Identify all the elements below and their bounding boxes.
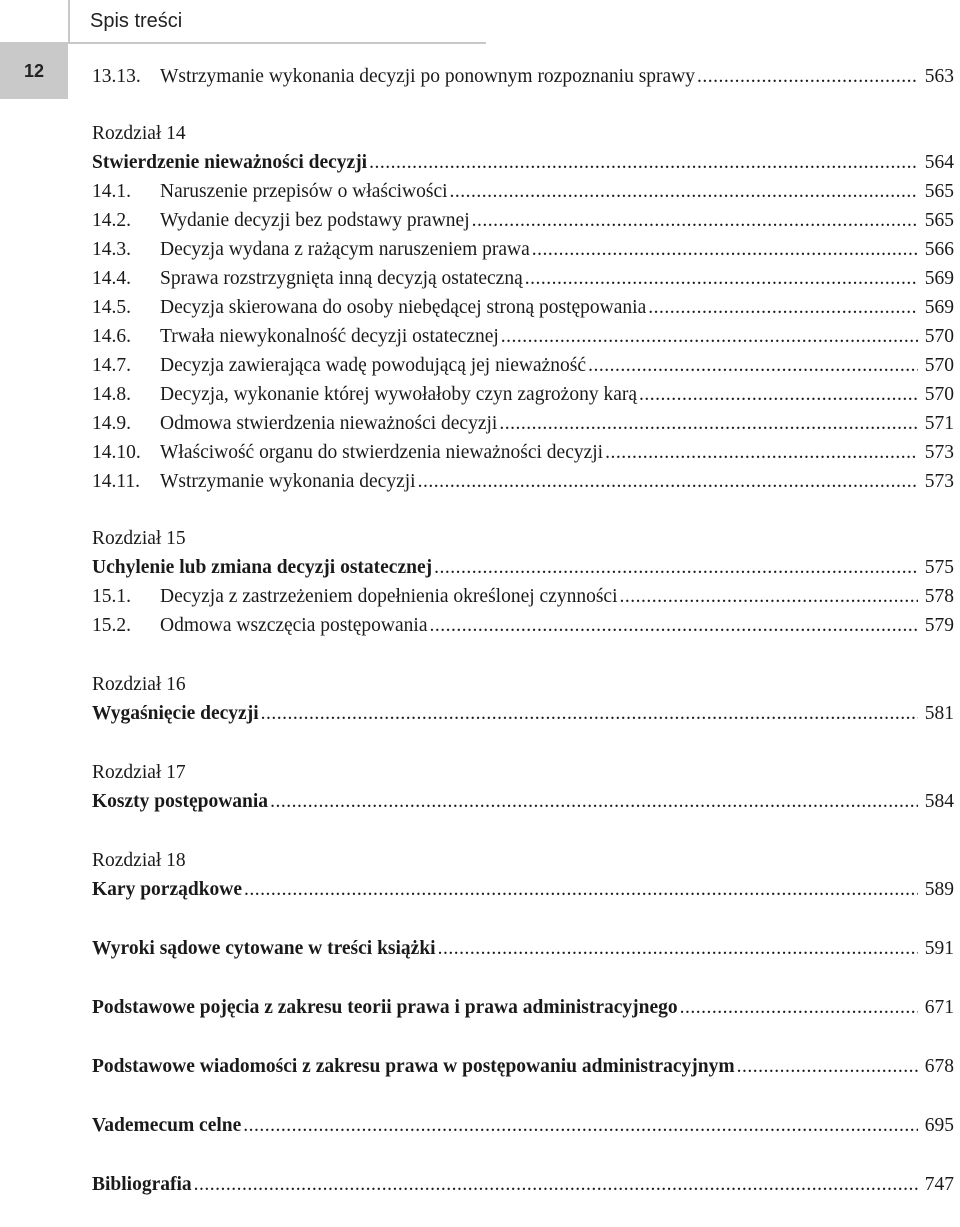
- leader-dots: [605, 442, 918, 464]
- toc-entry[interactable]: [92, 326, 954, 355]
- toc-entry[interactable]: [92, 586, 954, 615]
- appendix-title: Vademecum celne: [92, 1115, 242, 1136]
- entry-page: 695: [924, 1115, 954, 1136]
- entry-page: 564: [924, 152, 954, 173]
- leader-dots: [450, 181, 918, 203]
- entry-page: 570: [924, 326, 954, 347]
- entry-number: 14.5.: [92, 297, 131, 318]
- chapter-title-entry[interactable]: [92, 791, 954, 820]
- chapter-title-entry[interactable]: [92, 703, 954, 732]
- entry-number: 14.4.: [92, 268, 131, 289]
- entry-label: Właściwość organu do stwierdzenia nieważności decyzji: [160, 442, 604, 463]
- entry-page: 573: [924, 471, 954, 492]
- appendix-entry[interactable]: [92, 1174, 954, 1203]
- toc-entry[interactable]: [92, 268, 954, 297]
- toc-entry[interactable]: [92, 239, 954, 268]
- entry-page: 671: [924, 997, 954, 1018]
- entry-label: Sprawa rozstrzygnięta inną decyzją ostateczną: [160, 268, 523, 289]
- entry-label: Odmowa wszczęcia postępowania: [160, 615, 428, 636]
- entry-page: 575: [924, 557, 954, 578]
- chapter-title: Koszty postępowania: [92, 791, 269, 812]
- chapter-title: Uchylenie lub zmiana decyzji ostatecznej: [92, 557, 433, 578]
- entry-page: 570: [924, 384, 954, 405]
- chapter-title-entry[interactable]: [92, 557, 954, 586]
- entry-label: Odmowa stwierdzenia nieważności decyzji: [160, 413, 498, 434]
- entry-page: 579: [924, 615, 954, 636]
- entry-page: 747: [924, 1174, 954, 1195]
- entry-label: Decyzja zawierająca wadę powodującą jej nieważność: [160, 355, 587, 376]
- toc-entry[interactable]: [92, 413, 954, 442]
- chapter-title-entry[interactable]: [92, 879, 954, 908]
- leader-dots: [434, 557, 918, 579]
- chapter-heading: Rozdział 16: [92, 674, 186, 695]
- toc-entry[interactable]: [92, 66, 954, 95]
- entry-page: 565: [924, 181, 954, 202]
- toc-entry[interactable]: [92, 471, 954, 500]
- entry-label: Wydanie decyzji bez podstawy prawnej: [160, 210, 470, 231]
- entry-number: 14.6.: [92, 326, 131, 347]
- leader-dots: [429, 615, 918, 637]
- entry-page: 584: [924, 791, 954, 812]
- running-header: [0, 0, 486, 44]
- entry-number: 14.1.: [92, 181, 131, 202]
- leader-dots: [639, 384, 918, 406]
- leader-dots: [194, 1174, 918, 1196]
- appendix-entry[interactable]: [92, 1115, 954, 1144]
- entry-label: Wstrzymanie wykonania decyzji: [160, 471, 416, 492]
- running-title: Spis treści: [90, 10, 183, 32]
- leader-dots: [648, 297, 918, 319]
- appendix-title: Podstawowe pojęcia z zakresu teorii prawa i prawa administracyjnego: [92, 997, 678, 1018]
- leader-dots: [737, 1056, 918, 1078]
- entry-label: Decyzja wydana z rażącym naruszeniem prawa: [160, 239, 530, 260]
- entry-number: 14.10.: [92, 442, 141, 463]
- entry-label: Naruszenie przepisów o właściwości: [160, 181, 448, 202]
- entry-number: 14.3.: [92, 239, 131, 260]
- entry-number: 15.1.: [92, 586, 131, 607]
- entry-page: 591: [924, 938, 954, 959]
- page-number-tab: [0, 43, 68, 99]
- page-number: 12: [23, 60, 45, 81]
- entry-page: 578: [924, 586, 954, 607]
- header-divider: [68, 0, 70, 42]
- toc-entry[interactable]: [92, 210, 954, 239]
- entry-label: Decyzja z zastrzeżeniem dopełnienia określonej czynności: [160, 586, 618, 607]
- chapter-heading: Rozdział 17: [92, 762, 186, 783]
- entry-number: 14.7.: [92, 355, 131, 376]
- leader-dots: [499, 413, 918, 435]
- entry-label: Wstrzymanie wykonania decyzji po ponownym rozpoznaniu sprawy: [160, 66, 696, 87]
- entry-page: 570: [924, 355, 954, 376]
- chapter-heading: Rozdział 14: [92, 123, 186, 144]
- entry-page: 563: [924, 66, 954, 87]
- entry-page: 589: [924, 879, 954, 900]
- leader-dots: [501, 326, 918, 348]
- entry-number: 15.2.: [92, 615, 131, 636]
- toc-entry[interactable]: [92, 181, 954, 210]
- entry-page: 678: [924, 1056, 954, 1077]
- toc-entry[interactable]: [92, 297, 954, 326]
- leader-dots: [472, 210, 918, 232]
- entry-page: 573: [924, 442, 954, 463]
- entry-page: 569: [924, 297, 954, 318]
- entry-number: 13.13.: [92, 66, 141, 87]
- entry-page: 566: [924, 239, 954, 260]
- leader-dots: [244, 879, 918, 901]
- chapter-heading: Rozdział 18: [92, 850, 186, 871]
- appendix-title: Wyroki sądowe cytowane w treści książki: [92, 938, 436, 959]
- entry-page: 565: [924, 210, 954, 231]
- entry-number: 14.2.: [92, 210, 131, 231]
- entry-number: 14.9.: [92, 413, 131, 434]
- leader-dots: [261, 703, 918, 725]
- toc-entry[interactable]: [92, 442, 954, 471]
- table-of-contents: [92, 66, 954, 1203]
- entry-label: Decyzja, wykonanie której wywołałoby czyn zagrożony karą: [160, 384, 638, 405]
- entry-number: 14.8.: [92, 384, 131, 405]
- leader-dots: [620, 586, 919, 608]
- entry-page: 571: [924, 413, 954, 434]
- entry-label: Trwała niewykonalność decyzji ostatecznej: [160, 326, 499, 347]
- entry-page: 569: [924, 268, 954, 289]
- toc-entry[interactable]: [92, 384, 954, 413]
- leader-dots: [532, 239, 918, 261]
- toc-entry[interactable]: [92, 355, 954, 384]
- leader-dots: [525, 268, 918, 290]
- leader-dots: [418, 471, 918, 493]
- chapter-title: Stwierdzenie nieważności decyzji: [92, 152, 368, 173]
- leader-dots: [243, 1115, 918, 1137]
- leader-dots: [680, 997, 918, 1019]
- appendix-entry[interactable]: [92, 938, 954, 967]
- leader-dots: [369, 152, 918, 174]
- chapter-title: Wygaśnięcie decyzji: [92, 703, 259, 724]
- appendix-title: Podstawowe wiadomości z zakresu prawa w postępowaniu administracyjnym: [92, 1056, 735, 1077]
- toc-entry[interactable]: [92, 615, 954, 644]
- chapter-heading: Rozdział 15: [92, 528, 186, 549]
- appendix-title: Bibliografia: [92, 1174, 192, 1195]
- leader-dots: [438, 938, 918, 960]
- leader-dots: [588, 355, 918, 377]
- appendix-entry[interactable]: [92, 997, 954, 1026]
- leader-dots: [697, 66, 918, 88]
- entry-label: Decyzja skierowana do osoby niebędącej stroną postępowania: [160, 297, 647, 318]
- appendix-entry[interactable]: [92, 1056, 954, 1085]
- leader-dots: [270, 791, 918, 813]
- chapter-title: Kary porządkowe: [92, 879, 243, 900]
- chapter-title-entry[interactable]: [92, 152, 954, 181]
- entry-number: 14.11.: [92, 471, 141, 492]
- entry-page: 581: [924, 703, 954, 724]
